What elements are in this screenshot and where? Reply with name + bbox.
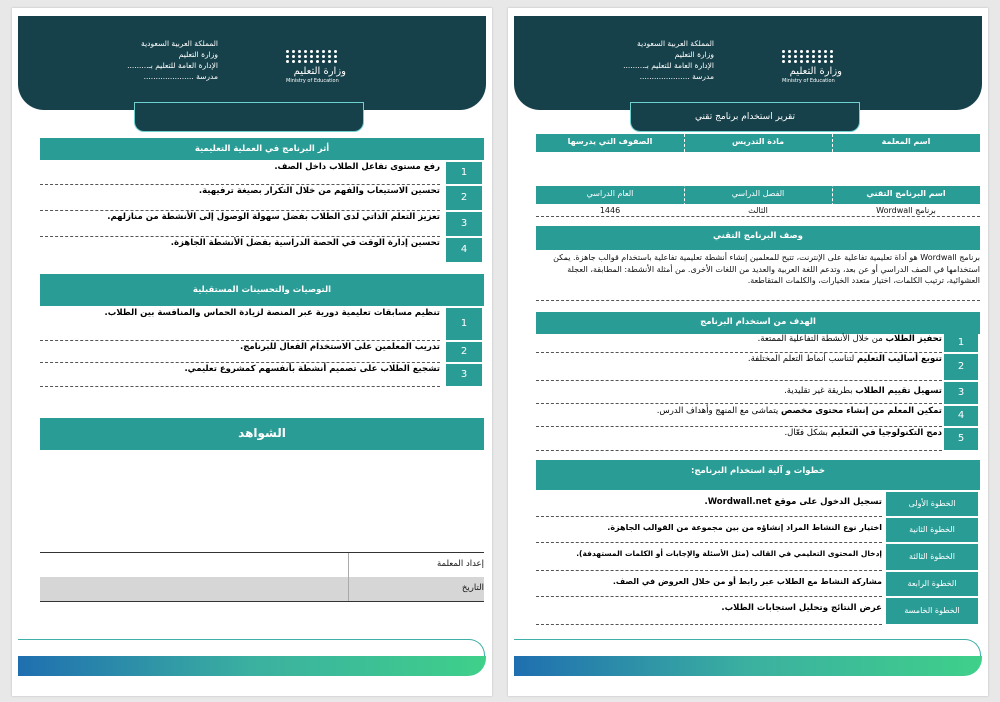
goal-row bbox=[536, 428, 942, 451]
step-row bbox=[536, 598, 882, 625]
recs-title: التوصيات والتحسينات المستقبلية bbox=[40, 274, 484, 306]
goal-num: 4 bbox=[944, 406, 978, 426]
program-name-header: اسم البرنامج التقني bbox=[866, 189, 946, 198]
goal-bold: تمكين المعلم من إنشاء محتوى مخصص bbox=[780, 406, 942, 416]
step-row bbox=[536, 544, 882, 571]
rec-num: 1 bbox=[446, 308, 482, 340]
year-header: العام الدراسي bbox=[586, 189, 634, 198]
ministry-name-en: Ministry of Education bbox=[782, 78, 835, 84]
step-label: الخطوة الخامسة bbox=[886, 598, 978, 624]
step-label: الخطوة الرابعة bbox=[886, 572, 978, 596]
gov-line: وزارة التعليم bbox=[674, 50, 714, 59]
footer-bar bbox=[514, 656, 982, 676]
gov-line: مدرسة ..................... bbox=[639, 72, 714, 81]
impact-text: تحسين الاستيعاب والفهم من خلال التكرار بصيغة ترفيهية. bbox=[198, 186, 440, 196]
rec-num: 3 bbox=[446, 364, 482, 386]
teacher-name-header: اسم المعلمة bbox=[881, 137, 931, 146]
ministry-name-ar: وزارة التعليم bbox=[293, 66, 346, 77]
info-table bbox=[536, 134, 980, 216]
header-banner bbox=[18, 16, 486, 110]
goal-bold: تسهيل تقييم الطلاب bbox=[855, 386, 942, 396]
goal-bold: دمج التكنولوجيا في التعليم bbox=[830, 428, 942, 438]
step-label: الخطوة الثالثة bbox=[886, 544, 978, 570]
goal-num: 2 bbox=[944, 354, 978, 380]
step-text: اختيار نوع النشاط المراد إنشاؤه من بين مجموعة من القوالب الجاهزة. bbox=[607, 523, 882, 532]
divider bbox=[536, 300, 980, 301]
desc-title: وصف البرنامج التقني bbox=[536, 226, 980, 250]
impact-row bbox=[40, 162, 440, 185]
goal-text: يتماشى مع المنهج وأهداف الدرس. bbox=[656, 406, 781, 416]
step-row bbox=[536, 492, 882, 517]
gov-line: الإدارة العامة للتعليم بـ......... bbox=[127, 61, 218, 70]
ministry-name-en: Ministry of Education bbox=[286, 78, 339, 84]
impact-num: 2 bbox=[446, 186, 482, 210]
goal-num: 3 bbox=[944, 382, 978, 404]
semester-value: الثالث bbox=[748, 206, 768, 215]
goal-num: 1 bbox=[944, 334, 978, 352]
logo-dots-icon bbox=[782, 50, 852, 63]
impact-num: 4 bbox=[446, 238, 482, 262]
impact-num: 3 bbox=[446, 212, 482, 236]
step-row bbox=[536, 572, 882, 597]
rec-row bbox=[40, 364, 440, 387]
rec-num: 2 bbox=[446, 342, 482, 362]
step-row bbox=[536, 518, 882, 543]
report-title-tab: تقرير استخدام برنامج تقني bbox=[630, 102, 860, 132]
year-value: 1446 bbox=[599, 206, 621, 215]
gov-line: وزارة التعليم bbox=[178, 50, 218, 59]
header-banner bbox=[514, 16, 982, 110]
goal-title: الهدف من استخدام البرنامج bbox=[536, 312, 980, 334]
goal-bold: تحفيز الطلاب bbox=[885, 334, 942, 344]
program-name-value: برنامج Wordwall bbox=[876, 206, 936, 215]
desc-text: برنامج Wordwall هو أداة تعليمية تفاعلية على الإنترنت، تتيح للمعلمين إنشاء أنشطة تعليمية تفاعلية باستخدام قوالب جاهزة. يمكن استخدامها في الصف الدراسي أو عن بعد، وتدعم اللغة العربية والعديد من اللغات الأخرى. من أمثلة الأنشطة: المطابقة، العجلة العشوائية، ترتيب الكلمات، اختيار متعدد الخيارات، والكلمات المتقاطعة. bbox=[553, 253, 980, 285]
rec-row bbox=[40, 308, 440, 341]
ministry-logo bbox=[782, 50, 852, 100]
gov-text bbox=[574, 38, 714, 82]
rec-text: تنظيم مسابقات تعليمية دورية عبر المنصة لزيادة الحماس والمنافسة بين الطلاب. bbox=[104, 308, 440, 318]
rec-text: تدريب المعلمين على الاستخدام الفعال للبرنامج. bbox=[239, 342, 440, 352]
step-text: مشاركة النشاط مع الطلاب عبر رابط أو من خلال العروض في الصف. bbox=[612, 577, 882, 586]
goal-row bbox=[536, 334, 942, 353]
rec-row bbox=[40, 342, 440, 363]
step-label: الخطوة الثانية bbox=[886, 518, 978, 542]
gov-line: مدرسة ..................... bbox=[143, 72, 218, 81]
page-left bbox=[12, 8, 492, 696]
date-label: التاريخ bbox=[461, 583, 484, 593]
impact-row bbox=[40, 186, 440, 211]
impact-text: تحسين إدارة الوقت في الحصة الدراسية بفضل الأنشطة الجاهزة. bbox=[170, 238, 440, 248]
header-tab bbox=[134, 102, 364, 132]
step-label: الخطوة الأولى bbox=[886, 492, 978, 516]
impact-row bbox=[40, 238, 440, 262]
signature-table bbox=[40, 552, 484, 602]
page-right bbox=[508, 8, 988, 696]
goal-row bbox=[536, 406, 942, 427]
steps-title: خطوات و آلية استخدام البرنامج: bbox=[536, 460, 980, 490]
gov-line: الإدارة العامة للتعليم بـ......... bbox=[623, 61, 714, 70]
classes-header: الصفوف التي يدرسها bbox=[567, 137, 653, 146]
goal-bold: تنويع أساليب التعليم bbox=[856, 354, 942, 364]
impact-row bbox=[40, 212, 440, 237]
prepared-label: إعداد المعلمة bbox=[437, 559, 484, 569]
goal-text: بطريقة غير تقليدية. bbox=[784, 386, 856, 396]
evidence-title: الشواهد bbox=[40, 418, 484, 450]
rec-text: تشجيع الطلاب على تصميم أنشطة بأنفسهم كمشروع تعليمي. bbox=[184, 364, 440, 374]
gov-text bbox=[78, 38, 218, 82]
impact-text: تعزيز التعلم الذاتي لدى الطلاب بفضل سهولة الوصول إلى الأنشطة من منازلهم. bbox=[107, 212, 440, 222]
footer-bar bbox=[18, 656, 486, 676]
impact-title: أثر البرنامج في العملية التعليمية bbox=[40, 138, 484, 160]
gov-line: المملكة العربية السعودية bbox=[141, 39, 218, 48]
goal-text: بشكل فعّال. bbox=[784, 428, 831, 438]
logo-dots-icon bbox=[286, 50, 356, 63]
ministry-logo bbox=[286, 50, 356, 100]
goal-text: لتناسب أنماط التعلم المختلفة. bbox=[747, 354, 857, 364]
impact-num: 1 bbox=[446, 162, 482, 184]
subject-header: مادة التدريس bbox=[731, 137, 785, 146]
goal-num: 5 bbox=[944, 428, 978, 450]
step-text: تسجيل الدخول على موقع Wordwall.net. bbox=[704, 497, 882, 507]
ministry-name-ar: وزارة التعليم bbox=[789, 66, 842, 77]
goal-row bbox=[536, 382, 942, 404]
goal-text: من خلال الأنشطة التفاعلية الممتعة. bbox=[757, 334, 886, 344]
step-text: عرض النتائج وتحليل استجابات الطلاب. bbox=[721, 603, 882, 613]
gov-line: المملكة العربية السعودية bbox=[637, 39, 714, 48]
step-text: إدخال المحتوى التعليمي في القالب (مثل الأسئلة والإجابات أو الكلمات المستهدفة). bbox=[576, 549, 882, 558]
goal-row bbox=[536, 354, 942, 381]
impact-text: رفع مستوى تفاعل الطلاب داخل الصف. bbox=[274, 162, 440, 172]
semester-header: الفصل الدراسي bbox=[731, 189, 785, 198]
